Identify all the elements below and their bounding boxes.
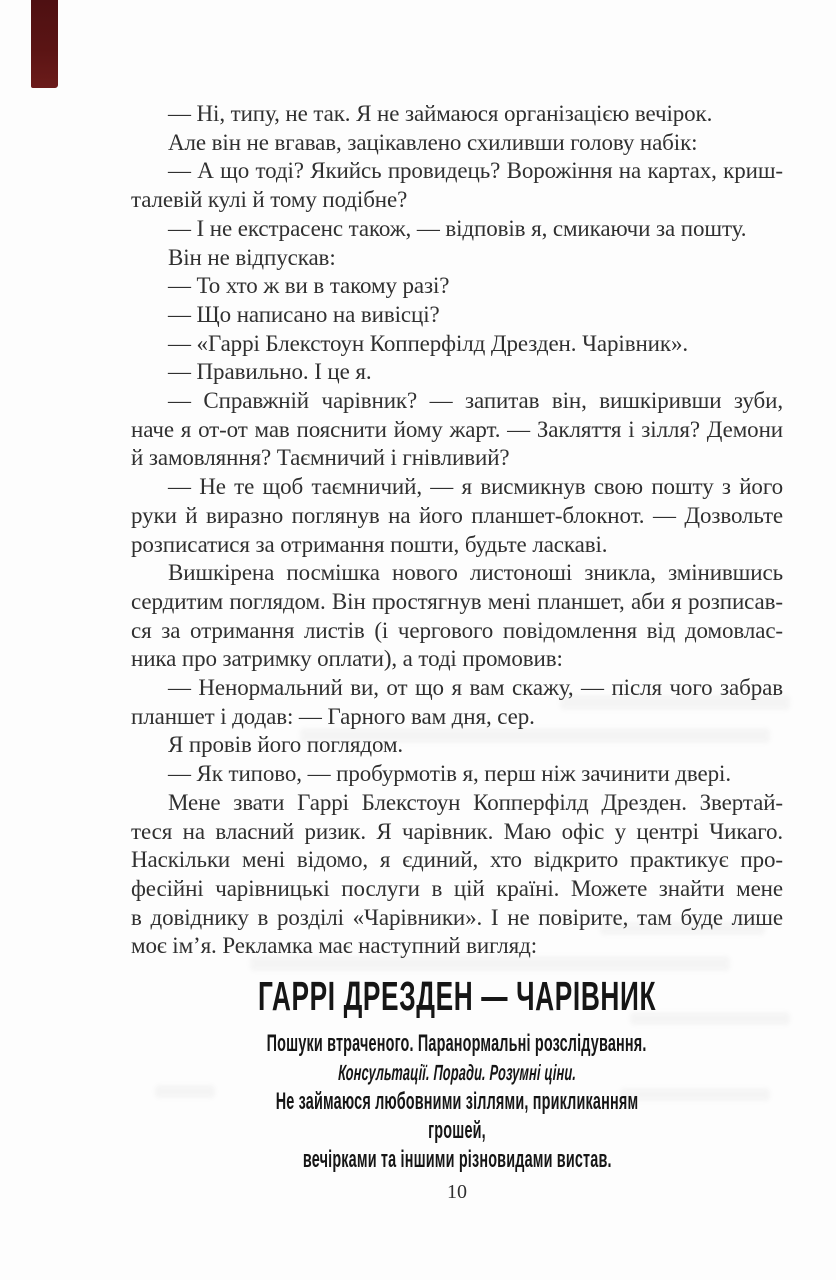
text-line: в довіднику в розділі «Чарівники». І не повірите, там буде лише	[131, 904, 783, 930]
text-line: — А що тоді? Якийсь провидець? Ворожіння на картах, криш-	[168, 158, 783, 184]
red-bookmark-ribbon	[31, 0, 58, 88]
text-line: — Ненормальний ви, от що я вам скажу, — після чого забрав	[168, 675, 783, 701]
ad-title-text: ГАРРІ ДРЕЗДЕН — ЧАРІВНИК	[257, 973, 657, 1020]
text-line: — Що написано на вивісці?	[168, 301, 440, 327]
text-line: наче я от-от мав пояснити йому жарт. — Закляття і зілля? Демони	[131, 416, 783, 442]
text-line: руки й виразно поглянув на його планшет-блокнот. — Дозвольте	[131, 502, 783, 528]
ad-line-services: Пошуки втраченого. Паранормальні розслідування.	[267, 1030, 647, 1058]
ad-line-disclaimer-1: Не займаюся любовними зіллями, прикликанням грошей,	[275, 1088, 639, 1145]
text-line: Він не відпускав:	[168, 244, 336, 270]
text-line: Наскільки мені відомо, я єдиний, хто відкрито практикує про-	[131, 847, 783, 873]
text-line: планшет і додав: — Гарного вам дня, сер.	[131, 703, 535, 729]
advertisement-block	[131, 973, 783, 1174]
text-line: — «Гаррі Блекстоун Копперфілд Дрезден. Чарівник».	[168, 330, 689, 356]
page-number: 10	[447, 1181, 467, 1203]
text-line: розписатися за отримання пошти, будьте ласкаві.	[131, 531, 608, 557]
text-line: Мене звати Гаррі Блекстоун Копперфілд Дрезден. Звертай-	[168, 789, 783, 815]
text-line: й замовляння? Таємничий і гнівливий?	[131, 445, 510, 471]
text-line: — Ні, типу, не так. Я не займаюся організацією вечірок.	[168, 101, 713, 126]
text-line: Вишкірена посмішка нового листоноші зникла, змінившись	[168, 560, 783, 586]
ad-title	[131, 973, 783, 1019]
body-lines-container	[131, 100, 783, 961]
text-line: — Справжній чарівник? — запитав він, вишкіривши зуби,	[168, 388, 783, 414]
text-line: ся за отримання листів (і чергового повідомлення від домовлас-	[131, 617, 783, 643]
text-line: теся на власний ризик. Я чарівник. Маю офіс у центрі Чикаго.	[131, 818, 783, 844]
text-line: моє ім’я. Рекламка має наступний вигляд:	[131, 933, 538, 959]
text-line: Я провів його поглядом.	[168, 732, 404, 758]
text-line: — І не екстрасенс також, — відповів я, смикаючи за пошту.	[168, 215, 747, 241]
ad-line-disclaimer-2: вечірками та іншими різновидами вистав.	[302, 1146, 612, 1174]
text-line: талевій кулі й тому подібне?	[131, 187, 408, 213]
text-line: — Не те щоб таємничий, — я висмикнув свою пошту з його	[168, 474, 783, 500]
text-line: ника про затримку оплати), а тоді промовив:	[131, 646, 563, 672]
text-line: — Як типово, — пробурмотів я, перш ніж зачинити двері.	[168, 761, 731, 787]
body-text-block	[131, 100, 783, 1174]
ad-line-consultations: Консультації. Поради. Розумні ціни.	[337, 1060, 577, 1086]
text-line: сердитим поглядом. Він простягнув мені планшет, аби я розписав-	[131, 588, 783, 614]
text-line: — То хто ж ви в такому разі?	[168, 273, 450, 299]
text-line: фесійні чарівницькі послуги в цій країні. Можете знайти мене	[131, 875, 783, 901]
text-line: Але він не вгавав, зацікавлено схиливши голову набік:	[168, 129, 698, 155]
text-line: — Правильно. І це я.	[168, 359, 372, 385]
